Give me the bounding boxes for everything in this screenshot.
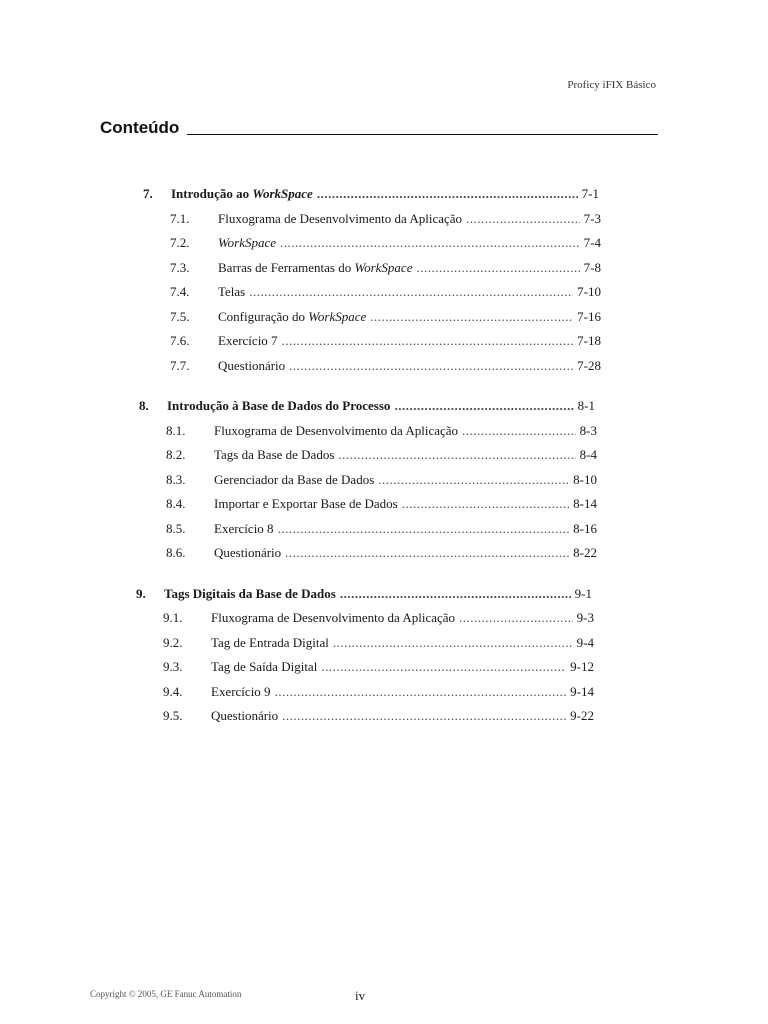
toc-title <box>214 423 458 439</box>
toc-number: 7. <box>143 186 153 201</box>
toc-number: 8.5. <box>166 520 186 536</box>
toc-number: 7.3. <box>170 259 190 275</box>
toc-title <box>218 260 412 276</box>
toc-entry <box>166 447 597 472</box>
toc-number: 8.3. <box>166 471 186 487</box>
running-header: Proficy iFIX Básico <box>567 79 656 91</box>
toc-title <box>214 447 334 463</box>
toc-chapter-block <box>0 586 768 733</box>
toc-number: 7.4. <box>170 284 190 299</box>
toc-number: 7.6. <box>170 333 190 348</box>
toc-title-text: Tags da Base de Dados <box>214 447 335 462</box>
toc-title-text: Exercício 9 <box>211 683 271 699</box>
toc-entry <box>170 309 601 334</box>
toc-entry <box>166 472 597 497</box>
toc-title-text: Tag de Saída Digital <box>211 659 318 674</box>
toc-page-number: 7-10 <box>577 284 601 299</box>
toc-title <box>218 211 462 227</box>
toc-dot-leader <box>275 684 567 700</box>
toc-title <box>214 521 274 537</box>
title-row <box>100 118 658 138</box>
toc-title-text: Telas <box>218 284 246 299</box>
title-rule <box>187 134 658 135</box>
toc-page-number: 7-1 <box>581 186 599 201</box>
toc-page-number: 8-1 <box>577 398 595 413</box>
toc-page-number: 7-4 <box>583 235 601 250</box>
table-of-contents <box>0 186 768 749</box>
toc-dot-leader <box>378 472 569 488</box>
toc-title-text: Barras de Ferramentas do <box>218 259 355 275</box>
toc-page-number: 8-22 <box>573 545 597 560</box>
toc-dot-leader <box>282 708 566 724</box>
toc-number: 9.4. <box>163 683 183 699</box>
toc-page-number: 9-12 <box>570 659 594 674</box>
toc-title-text: Fluxograma de Desenvolvimento da Aplicação <box>218 210 463 226</box>
toc-title-text: Configuração do <box>218 308 309 324</box>
toc-entry <box>166 423 597 448</box>
page-number: iv <box>355 988 366 1003</box>
toc-title-italic: WorkSpace <box>354 259 413 275</box>
toc-title <box>214 472 374 488</box>
toc-title-text: Questionário <box>218 357 286 373</box>
toc-entry <box>166 496 597 521</box>
toc-page-number: 7-18 <box>577 333 601 348</box>
toc-page-number: 7-3 <box>583 210 601 226</box>
toc-number: 7.5. <box>170 308 190 324</box>
toc-title <box>211 659 317 675</box>
toc-title <box>171 186 313 202</box>
toc-title <box>214 545 281 561</box>
toc-title <box>211 610 455 626</box>
toc-title-text: Introdução ao <box>171 186 253 201</box>
toc-dot-leader <box>394 398 573 414</box>
toc-title <box>164 586 336 602</box>
toc-dot-leader <box>462 423 576 439</box>
toc-title-text: Tags Digitais da Base de Dados <box>164 585 336 601</box>
toc-title-text: Exercício 7 <box>218 333 278 348</box>
toc-dot-leader <box>282 333 574 349</box>
toc-title-text: Questionário <box>214 545 282 560</box>
toc-entry <box>163 610 594 635</box>
toc-chapter <box>136 586 592 611</box>
toc-number: 9.1. <box>163 610 183 625</box>
toc-entry <box>170 211 601 236</box>
toc-page-number: 8-16 <box>573 520 597 536</box>
toc-page-number: 9-22 <box>570 708 594 723</box>
toc-title <box>218 309 366 325</box>
toc-dot-leader <box>402 496 569 512</box>
toc-dot-leader <box>278 521 570 537</box>
toc-number: 9.3. <box>163 659 183 674</box>
toc-title-text: Importar e Exportar Base de Dados <box>214 496 398 511</box>
toc-entry <box>163 684 594 709</box>
toc-page-number: 9-1 <box>574 585 592 601</box>
toc-entry <box>163 708 594 733</box>
toc-title-italic: WorkSpace <box>252 186 313 201</box>
toc-dot-leader <box>249 284 573 300</box>
toc-page-number: 8-4 <box>579 447 597 462</box>
toc-page-number: 8-14 <box>573 496 597 511</box>
toc-dot-leader <box>370 309 573 325</box>
toc-chapter-block <box>0 186 768 382</box>
toc-dot-leader <box>466 211 580 227</box>
toc-title <box>218 235 276 251</box>
toc-number: 9. <box>136 585 146 601</box>
toc-dot-leader <box>289 358 573 374</box>
toc-title <box>211 635 329 651</box>
toc-number: 7.1. <box>170 210 190 226</box>
toc-page-number: 8-3 <box>579 422 597 438</box>
copyright-notice: Copyright © 2005, GE Fanuc Automation <box>90 989 242 999</box>
toc-title-italic: WorkSpace <box>308 308 367 324</box>
toc-number: 8.2. <box>166 447 186 462</box>
toc-dot-leader <box>280 235 580 251</box>
toc-dot-leader <box>416 260 579 276</box>
toc-dot-leader <box>321 659 566 675</box>
toc-title-text: Fluxograma de Desenvolvimento da Aplicação <box>211 610 456 625</box>
toc-dot-leader <box>340 586 571 602</box>
toc-page-number: 9-4 <box>576 634 594 650</box>
toc-dot-leader <box>317 186 578 202</box>
toc-title-text: Tag de Entrada Digital <box>211 634 329 650</box>
toc-title <box>167 398 390 414</box>
toc-title-text: Exercício 8 <box>214 520 274 536</box>
toc-page-number: 7-8 <box>583 259 601 275</box>
toc-dot-leader <box>459 610 573 626</box>
toc-chapter <box>143 186 599 211</box>
toc-page-number: 7-16 <box>577 308 601 324</box>
toc-entry <box>170 260 601 285</box>
toc-title-text: Fluxograma de Desenvolvimento da Aplicação <box>214 422 459 438</box>
toc-page-number: 9-14 <box>570 683 594 699</box>
toc-entry <box>170 284 601 309</box>
toc-number: 7.7. <box>170 357 190 373</box>
toc-entry <box>163 659 594 684</box>
toc-dot-leader <box>338 447 575 463</box>
toc-entry <box>170 333 601 358</box>
toc-page-number: 7-28 <box>577 357 601 373</box>
toc-title <box>214 496 398 512</box>
toc-number: 9.2. <box>163 634 183 650</box>
page-title: Conteúdo <box>100 118 180 137</box>
toc-entry <box>163 635 594 660</box>
toc-number: 9.5. <box>163 708 183 723</box>
toc-title <box>218 333 278 349</box>
toc-number: 8.4. <box>166 496 186 511</box>
toc-entry <box>166 521 597 546</box>
toc-title <box>218 358 285 374</box>
toc-number: 8.1. <box>166 422 186 438</box>
toc-title-italic: WorkSpace <box>218 235 277 250</box>
toc-dot-leader <box>333 635 573 651</box>
toc-title-text: Introdução à Base de Dados do Processo <box>167 398 391 413</box>
toc-entry <box>170 235 601 260</box>
toc-page-number: 9-3 <box>576 610 594 625</box>
toc-title <box>211 684 271 700</box>
toc-entry <box>166 545 597 570</box>
toc-dot-leader <box>285 545 569 561</box>
toc-number: 8.6. <box>166 545 186 560</box>
toc-number: 8. <box>139 398 149 413</box>
toc-page-number: 8-10 <box>573 471 597 487</box>
toc-entry <box>170 358 601 383</box>
toc-number: 7.2. <box>170 235 190 250</box>
toc-title-text: Questionário <box>211 708 279 723</box>
toc-title <box>211 708 278 724</box>
toc-title-text: Gerenciador da Base de Dados <box>214 471 375 487</box>
toc-chapter-block <box>0 398 768 570</box>
toc-chapter <box>139 398 595 423</box>
toc-title <box>218 284 245 300</box>
